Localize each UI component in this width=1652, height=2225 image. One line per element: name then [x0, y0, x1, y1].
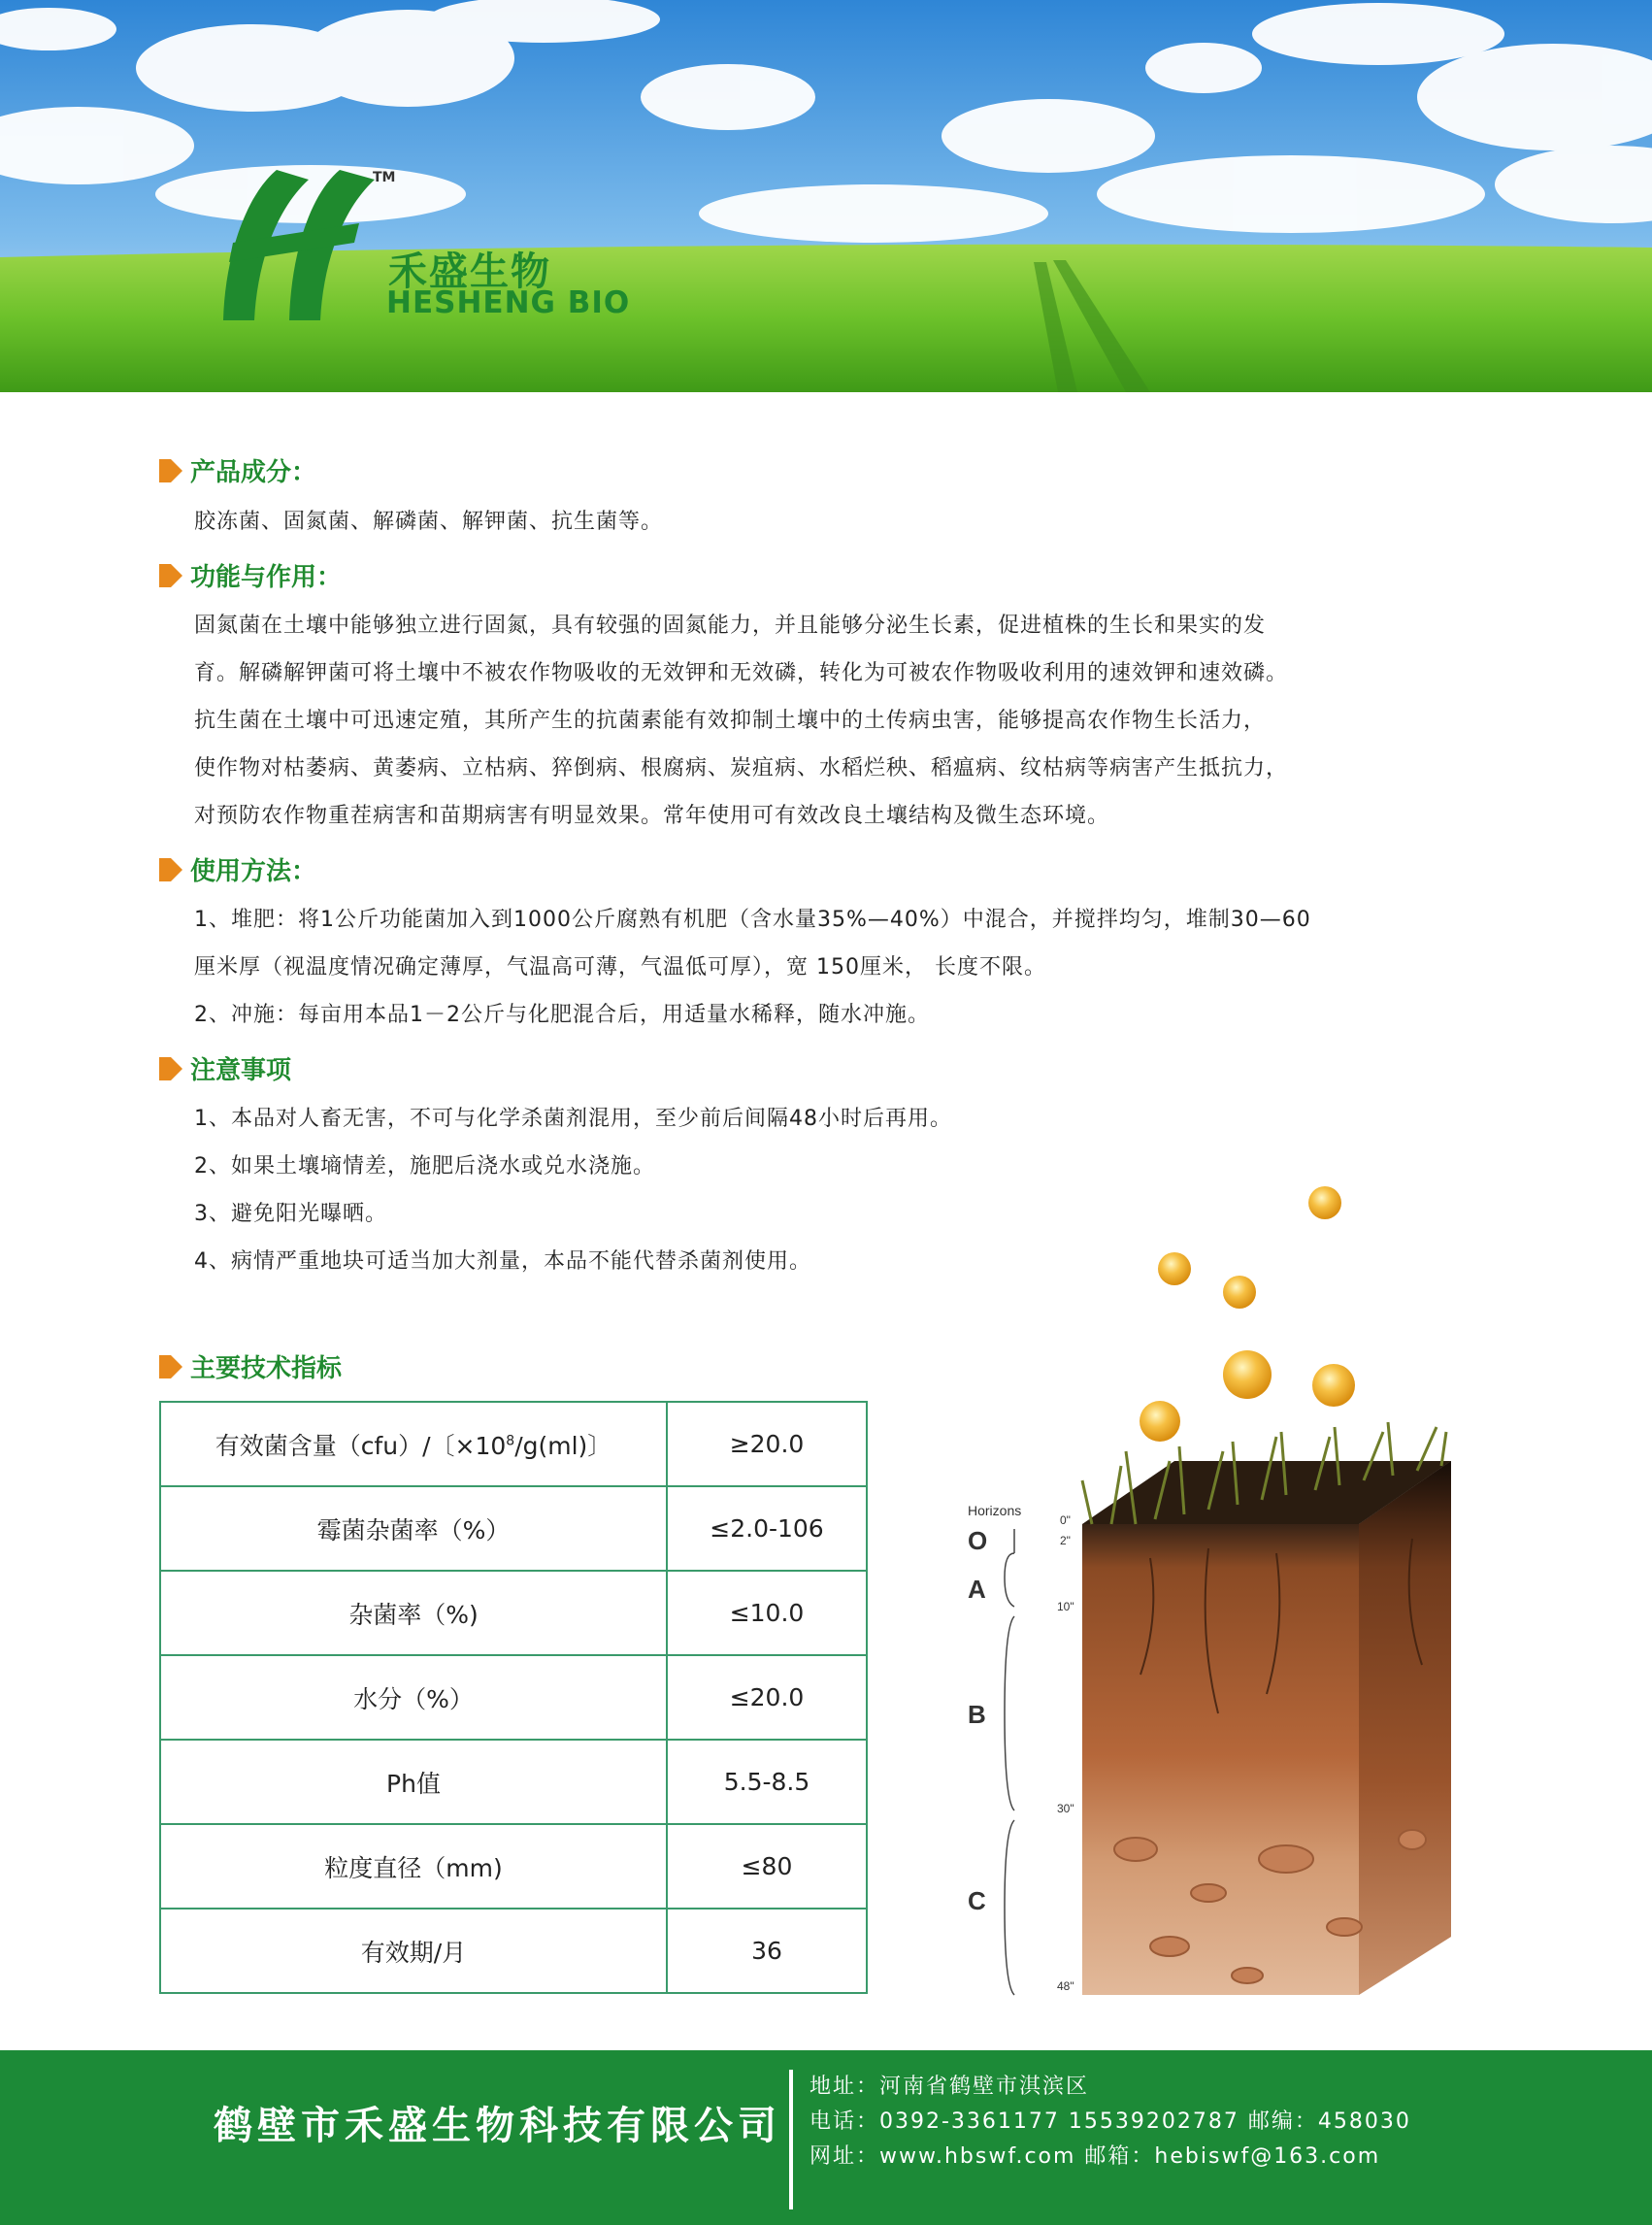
depth-label: 30": [1057, 1802, 1074, 1815]
spec-value: 36: [667, 1909, 867, 1993]
trademark-mark: TM: [373, 170, 396, 185]
table-row: [160, 1740, 867, 1824]
section-title: 功能与作用：: [190, 563, 343, 592]
usage-text: [194, 896, 1475, 1039]
spec-value: ≤2.0-106: [667, 1486, 867, 1571]
soil-profile-illustration: [956, 1170, 1480, 2000]
horizons-label: Horizons: [968, 1503, 1022, 1518]
spec-value: ≤80: [667, 1824, 867, 1909]
depth-label: 0": [1060, 1513, 1071, 1527]
spec-key: 水分（%）: [160, 1655, 667, 1740]
brand-name-en: HESHENG BIO: [386, 285, 631, 320]
granule-icon: [1223, 1350, 1272, 1399]
hero-banner: [0, 0, 1652, 392]
spec-value: ≥20.0: [667, 1402, 867, 1486]
section-title: 注意事项: [190, 1056, 292, 1085]
spec-key: 有效菌含量（cfu）/〔$\times 10^8/g(ml)$〕: [160, 1402, 667, 1486]
section-title: 产品成分：: [190, 458, 317, 487]
table-row: [160, 1824, 867, 1909]
depth-label: 10": [1057, 1600, 1074, 1613]
text-line: 对预防农作物重茬病害和苗期病害有明显效果。常年使用可有效改良土壤结构及微生态环境。: [194, 804, 1110, 828]
spec-value: 5.5-8.5: [667, 1740, 867, 1824]
text-line: 2、冲施：每亩用本品1－2公斤与化肥混合后，用适量水稀释，随水冲施。: [194, 1003, 930, 1027]
text-line: 4、病情严重地块可适当加大剂量，本品不能代替杀菌剂使用。: [194, 1249, 811, 1274]
text-line: 2、如果土壤墒情差，施肥后浇水或兑水浇施。: [194, 1154, 655, 1179]
spec-table: [159, 1401, 868, 1994]
granule-icon: [1308, 1186, 1341, 1219]
text-line: 1、本品对人畜无害，不可与化学杀菌剂混用，至少前后间隔48小时后再用。: [194, 1107, 952, 1131]
depth-label: 2": [1060, 1534, 1071, 1547]
granule-icon: [1158, 1252, 1191, 1285]
section-functions-header: [157, 557, 342, 593]
section-marker-icon: [157, 856, 184, 883]
ingredients-text: [194, 498, 1475, 546]
spec-key: 粒度直径（mm): [160, 1824, 667, 1909]
horizon-a-label: A: [968, 1575, 986, 1604]
contact-web-email[interactable]: 网址：www.hbswf.com 邮箱：hebiswf@163.com: [809, 2144, 1381, 2169]
section-marker-icon: [157, 1353, 184, 1380]
granule-icon: [1312, 1364, 1355, 1407]
text-line: 使作物对枯萎病、黄萎病、立枯病、猝倒病、根腐病、炭疽病、水稻烂秧、稻瘟病、纹枯病等病害产生抵抗力，: [194, 756, 1289, 780]
brand-name-cn: 禾盛生物: [388, 249, 551, 294]
spec-value: ≤10.0: [667, 1571, 867, 1655]
horizon-o-label: O: [968, 1526, 988, 1555]
horizon-b-label: B: [968, 1700, 986, 1729]
table-row: [160, 1486, 867, 1571]
contact-address: 地址：河南省鹤壁市淇滨区: [809, 2075, 1090, 2099]
table-row: [160, 1655, 867, 1740]
section-marker-icon: [157, 562, 184, 589]
table-row: [160, 1402, 867, 1486]
section-marker-icon: [157, 457, 184, 484]
granule-icon: [1140, 1401, 1180, 1442]
text-line: 3、避免阳光曝晒。: [194, 1202, 387, 1226]
contact-phone: 电话：0392-3361177 15539202787 邮编：458030: [809, 2109, 1411, 2134]
table-row: [160, 1909, 867, 1993]
spec-value: ≤20.0: [667, 1655, 867, 1740]
section-title: 使用方法：: [190, 857, 317, 886]
section-title: 主要技术指标: [190, 1354, 343, 1383]
text-line: 育。解磷解钾菌可将土壤中不被农作物吸收的无效钾和无效磷，转化为可被农作物吸收利用的速效钾和速效磷。: [194, 661, 1289, 685]
section-usage-header: [157, 851, 316, 887]
spec-key: 有效期/月: [160, 1909, 667, 1993]
company-name: 鹤壁市禾盛生物科技有限公司: [214, 2104, 781, 2148]
sky-field-illustration: [0, 0, 1652, 392]
footer: [0, 2050, 1652, 2225]
section-ingredients-header: [157, 452, 316, 488]
spec-key: 杂菌率（%): [160, 1571, 667, 1655]
section-marker-icon: [157, 1055, 184, 1082]
text-line: 胶冻菌、固氮菌、解磷菌、解钾菌、抗生菌等。: [194, 510, 664, 534]
horizon-c-label: C: [968, 1886, 986, 1915]
functions-text: [194, 602, 1475, 840]
footer-divider: [789, 2070, 793, 2209]
depth-label: 48": [1057, 1979, 1074, 1993]
granule-icon: [1223, 1276, 1256, 1309]
section-notes-header: [157, 1050, 291, 1086]
text-line: 厘米厚（视温度情况确定薄厚，气温高可薄，气温低可厚），宽 150厘米， 长度不限。: [194, 955, 1046, 980]
text-line: 1、堆肥：将1公斤功能菌加入到1000公斤腐熟有机肥（含水量35%—40%）中混合，并搅拌均匀，堆制30—60: [194, 908, 1311, 932]
spec-key: 霉菌杂菌率（%）: [160, 1486, 667, 1571]
text-line: 抗生菌在土壤中可迅速定殖，其所产生的抗菌素能有效抑制土壤中的土传病虫害，能够提高农作物生长活力，: [194, 709, 1267, 733]
text-line: 固氮菌在土壤中能够独立进行固氮，具有较强的固氮能力，并且能够分泌生长素，促进植株的生长和果实的发: [194, 614, 1267, 638]
spec-key: Ph值: [160, 1740, 667, 1824]
table-row: [160, 1571, 867, 1655]
section-specs-header: [157, 1348, 342, 1384]
